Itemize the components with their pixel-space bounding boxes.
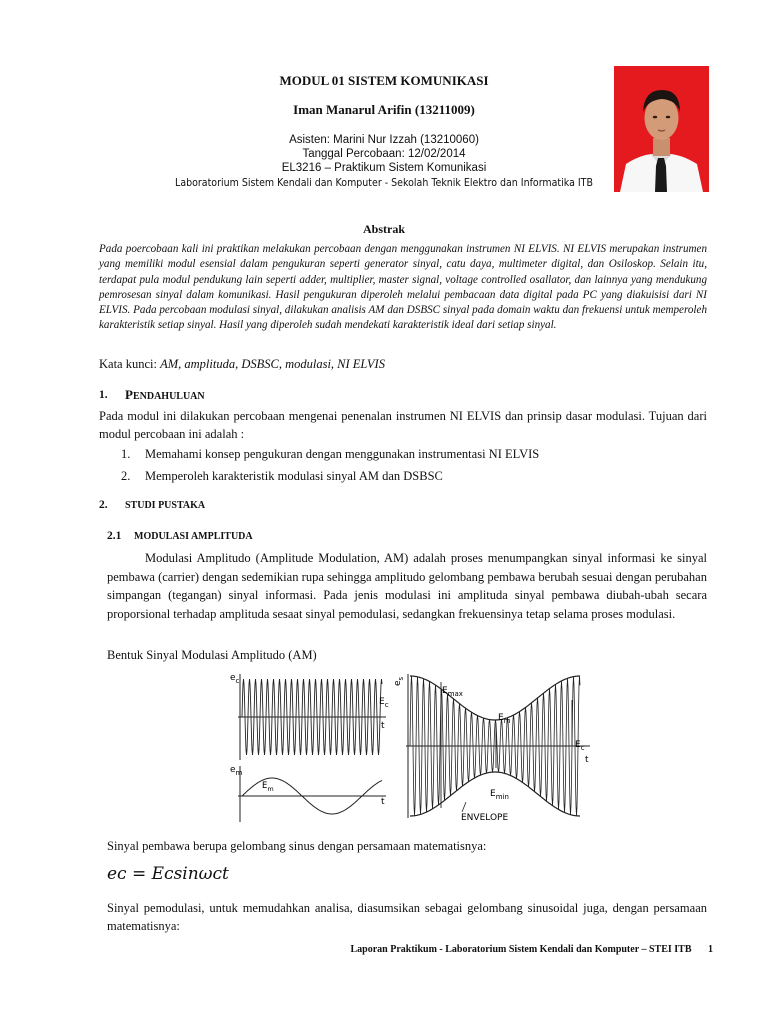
modulating-amplitude-label: $E_m$ — [262, 781, 274, 793]
author-portrait-icon — [614, 66, 709, 192]
keywords-list: AM, amplituda, DSBSC, modulasi, NI ELVIS — [160, 357, 385, 371]
list-item: Memperoleh karakteristik modulasi sinyal AM dan DSBSC — [145, 469, 443, 483]
figure-caption: Bentuk Sinyal Modulasi Amplitudo (AM) — [107, 648, 317, 662]
subsection-title: MODULASI AMPLITUDA — [134, 531, 253, 542]
abstract-heading: Abstrak — [362, 222, 405, 236]
list-item-number: 2. — [121, 469, 131, 483]
carrier-wave-plot — [238, 674, 386, 760]
lab-affiliation: Laboratorium Sistem Kendali dan Komputer - Sekolah Teknik Elektro dan Informatika ITB — [175, 176, 593, 189]
paper-title: MODUL 01 SISTEM KOMUNIKASI — [279, 73, 489, 88]
modulating-axis-label: $e_m$ — [230, 765, 243, 777]
abstract-text: Pada poercobaan kali ini praktikan melakukan percobaan dengan menggunakan instrumen NI ELVIS. NI ELVIS merupakan instrumen yang memiliki modul esensial dalam pengukuran seperti generator sinyal, catu daya, multimeter digital, dan Osiloskop. Selain itu, terdapat pula modul pendukung lain seperti adder, multiplier, master signal, voltage controlled osallator, dan lainnya yang mendukung pemrosesan sinyal dalam komunikasi. Hasil pengukuran diperoleh melalui pembacaan data digital pada PC yang diakuisisi dari NI ELVIS. Pada percobaan modulasi sinyal, dilakukan analisis AM dan DSBSC sinyal pada domain waktu dan frekuensi untuk memperoleh karakteristik setiap sinyal. Hasil yang diperoleh sudah mendekati karakteristik ideal dari setiap sinyal. — [99, 243, 707, 332]
am-ec-label: $E_c$ — [575, 740, 585, 752]
section-1-number: 1. — [99, 389, 108, 401]
am-time-label: t — [585, 755, 589, 765]
section-1-title — [125, 387, 205, 403]
subsection-paragraph: Modulasi Amplitudo (Amplitude Modulation, AM) adalah proses menumpangkan sinyal informasi ke sinyal pembawa (carrier) dengan sedemikian rupa sehingga amplitudo gelombang pembawa berubah sesuai dengan perubahan simpangan (tegangan) sinyal informasi. Pada jenis modulasi ini amplituda sinyal pembawa diubah-ubah secara proporsional terhadap amplituda sesaat sinyal pemodulasi, sedangkan frekuensinya tetap selama proses modulasi. — [107, 551, 707, 621]
experiment-date: Tanggal Percobaan: 12/02/2014 — [302, 148, 466, 160]
emin-label: $E_{min}$ — [490, 789, 509, 801]
list-item-number: 1. — [121, 447, 131, 461]
section-1-title-initial: P — [125, 387, 133, 402]
envelope-pointer — [462, 802, 466, 812]
envelope-label: ENVELOPE — [461, 813, 509, 823]
footer-text: Laporan Praktikum - Laboratorium Sistem Kendali dan Komputer – STEI ITB — [350, 944, 692, 955]
page-number: 1 — [708, 944, 713, 955]
carrier-equation: eᴄ = Eᴄsinωᴄt — [107, 864, 229, 884]
list-item: Memahami konsep pengukuran dengan menggunakan instrumentasi NI ELVIS — [145, 447, 540, 461]
emax-label: $E_{max}$ — [442, 686, 463, 698]
am-axis-label: $e_s$ — [393, 676, 405, 686]
assistant-info: Asisten: Marini Nur Izzah (13210060) — [289, 134, 479, 146]
carrier-text: Sinyal pembawa berupa gelombang sinus dengan persamaan matematisnya: — [107, 839, 487, 853]
keywords — [99, 357, 385, 372]
section-2-number: 2. — [99, 499, 108, 511]
section-1-title-rest: ENDAHULUAN — [132, 391, 205, 402]
subsection-number: 2.1 — [107, 530, 122, 542]
modulating-wave-plot — [238, 766, 386, 822]
section-1-paragraph: Pada modul ini dilakukan percobaan mengenai penenalan instrumen NI ELVIS dan prinsip dasar modulasi. Tujuan dari modul percobaan ini adalah : — [99, 409, 707, 441]
page-footer — [351, 944, 713, 955]
am-em-label: $E_m$ — [498, 713, 511, 725]
modulating-text: Sinyal pemodulasi, untuk memudahkan analisa, diasumsikan sebagai gelombang sinusoidal juga, dengan persamaan matematisnya: — [107, 901, 707, 933]
am-signal-figure — [228, 668, 602, 826]
carrier-time-label: t — [381, 721, 385, 731]
section-2-title: STUDI PUSTAKA — [125, 500, 206, 511]
author-name: Iman Manarul Arifin (13211009) — [293, 102, 475, 117]
author-photo — [614, 66, 709, 192]
keywords-label: Kata kunci: — [99, 357, 157, 371]
carrier-axis-label: $e_c$ — [230, 673, 240, 685]
modulating-time-label: t — [381, 797, 385, 807]
carrier-amplitude-label: $E_c$ — [379, 697, 389, 709]
course-info: EL3216 – Praktikum Sistem Komunikasi — [281, 162, 487, 174]
